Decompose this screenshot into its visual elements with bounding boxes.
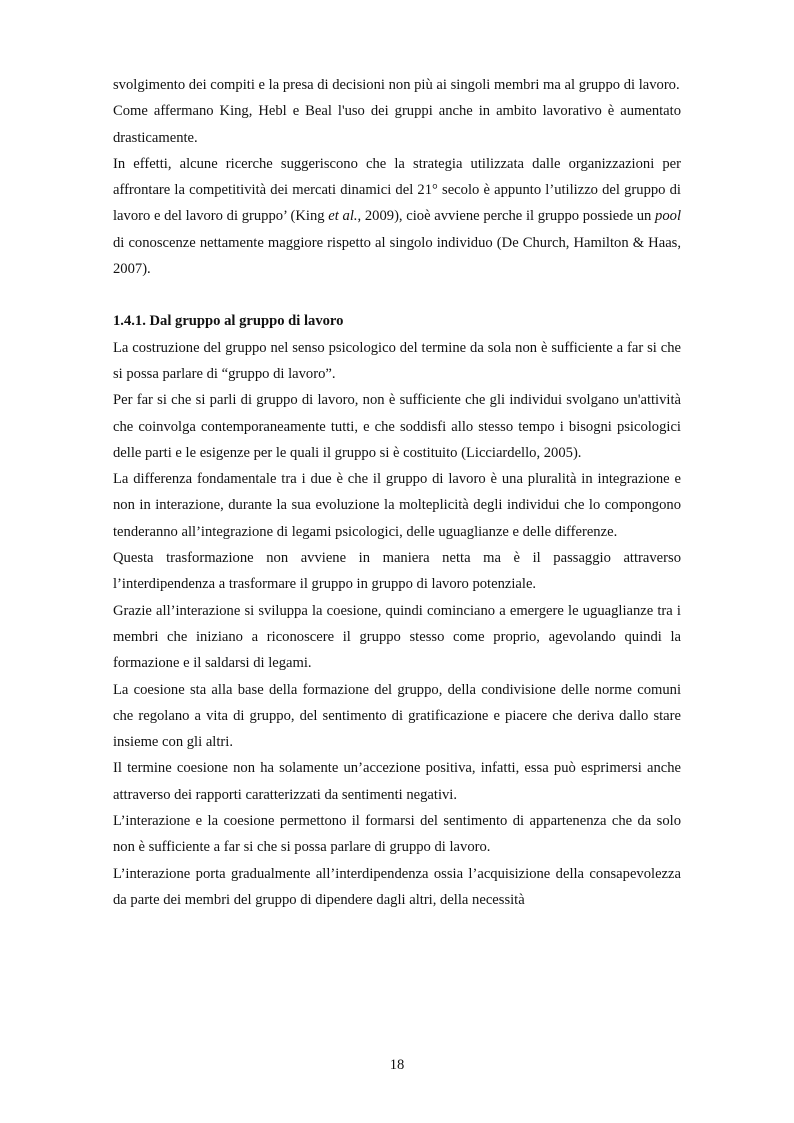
- paragraph: L’interazione e la coesione permettono il formarsi del sentimento di appartenenza che da solo non è sufficiente a far si che si possa parlare di gruppo di lavoro.: [113, 813, 681, 856]
- paragraph: La differenza fondamentale tra i due è che il gruppo di lavoro è una pluralità in integrazione e non in interazione, durante la sua evoluzione la molteplicità degli individui che lo compongono tenderanno all’integrazione di legami psicologici, delle uguaglianze e delle differenze.: [113, 471, 681, 540]
- paragraph-king-hebl-beal: Come affermano King, Hebl e Beal l'uso dei gruppi anche in ambito lavorativo è aumentato drasticamente.: [113, 103, 681, 146]
- paragraph-ricerche: [113, 151, 681, 282]
- paragraph-text: In effetti, alcune ricerche suggeriscono che la strategia utilizzata dalle organizzazioni per affrontare la competitività dei mercati dinamici del 21° secolo è appunto l’utilizzo del gruppo di lavoro e del lavoro di gruppo’ (King: [113, 155, 681, 225]
- paragraph: La costruzione del gruppo nel senso psicologico del termine da sola non è sufficiente a far si che si possa parlare di “gruppo di lavoro”.: [113, 339, 681, 382]
- paragraph-text: , 2009), cioè avviene perche il gruppo possiede un: [357, 208, 656, 225]
- paragraph: La coesione sta alla base della formazione del gruppo, della condivisione delle norme comuni che regolano a vita di gruppo, del sentimento di gratificazione e piacere che deriva dallo stare insieme con gli altri.: [113, 681, 681, 751]
- citation-italic: et al.: [328, 208, 358, 225]
- paragraph: Questa trasformazione non avviene in maniera netta ma è il passaggio attraverso l’interdipendenza a trasformare il gruppo in gruppo di lavoro potenziale.: [113, 550, 681, 593]
- document-page: [113, 72, 681, 913]
- paragraph-text: di conoscenze nettamente maggiore rispetto al singolo individuo (De Church, Hamilton & Haas, 2007).: [113, 234, 681, 278]
- paragraph: Grazie all’interazione si sviluppa la coesione, quindi cominciano a emergere le uguaglianze tra i membri che iniziano a riconoscere il gruppo stesso come proprio, agevolando quindi la formazione e il saldarsi di legami.: [113, 602, 681, 672]
- paragraph: L’interazione porta gradualmente all’interdipendenza ossia l’acquisizione della consapevolezza da parte dei membri del gruppo di dipendere dagli altri, della necessità: [113, 865, 681, 908]
- paragraph: Il termine coesione non ha solamente un’accezione positiva, infatti, essa può esprimersi anche attraverso dei rapporti caratterizzati da sentimenti negativi.: [113, 760, 681, 803]
- term-italic: pool: [655, 208, 681, 225]
- paragraph: Per far si che si parli di gruppo di lavoro, non è sufficiente che gli individui svolgano un'attività che coinvolga contemporaneamente tutti, e che soddisfi allo stesso tempo i bisogni psicologici delle parti e le esigenze per le quali il gruppo si è costituito (Licciardello, 2005).: [113, 392, 681, 461]
- paragraph-continuation: svolgimento dei compiti e la presa di decisioni non più ai singoli membri ma al gruppo di lavoro.: [113, 77, 680, 93]
- section-heading: 1.4.1. Dal gruppo al gruppo di lavoro: [113, 313, 344, 330]
- page-number: 18: [389, 1057, 405, 1073]
